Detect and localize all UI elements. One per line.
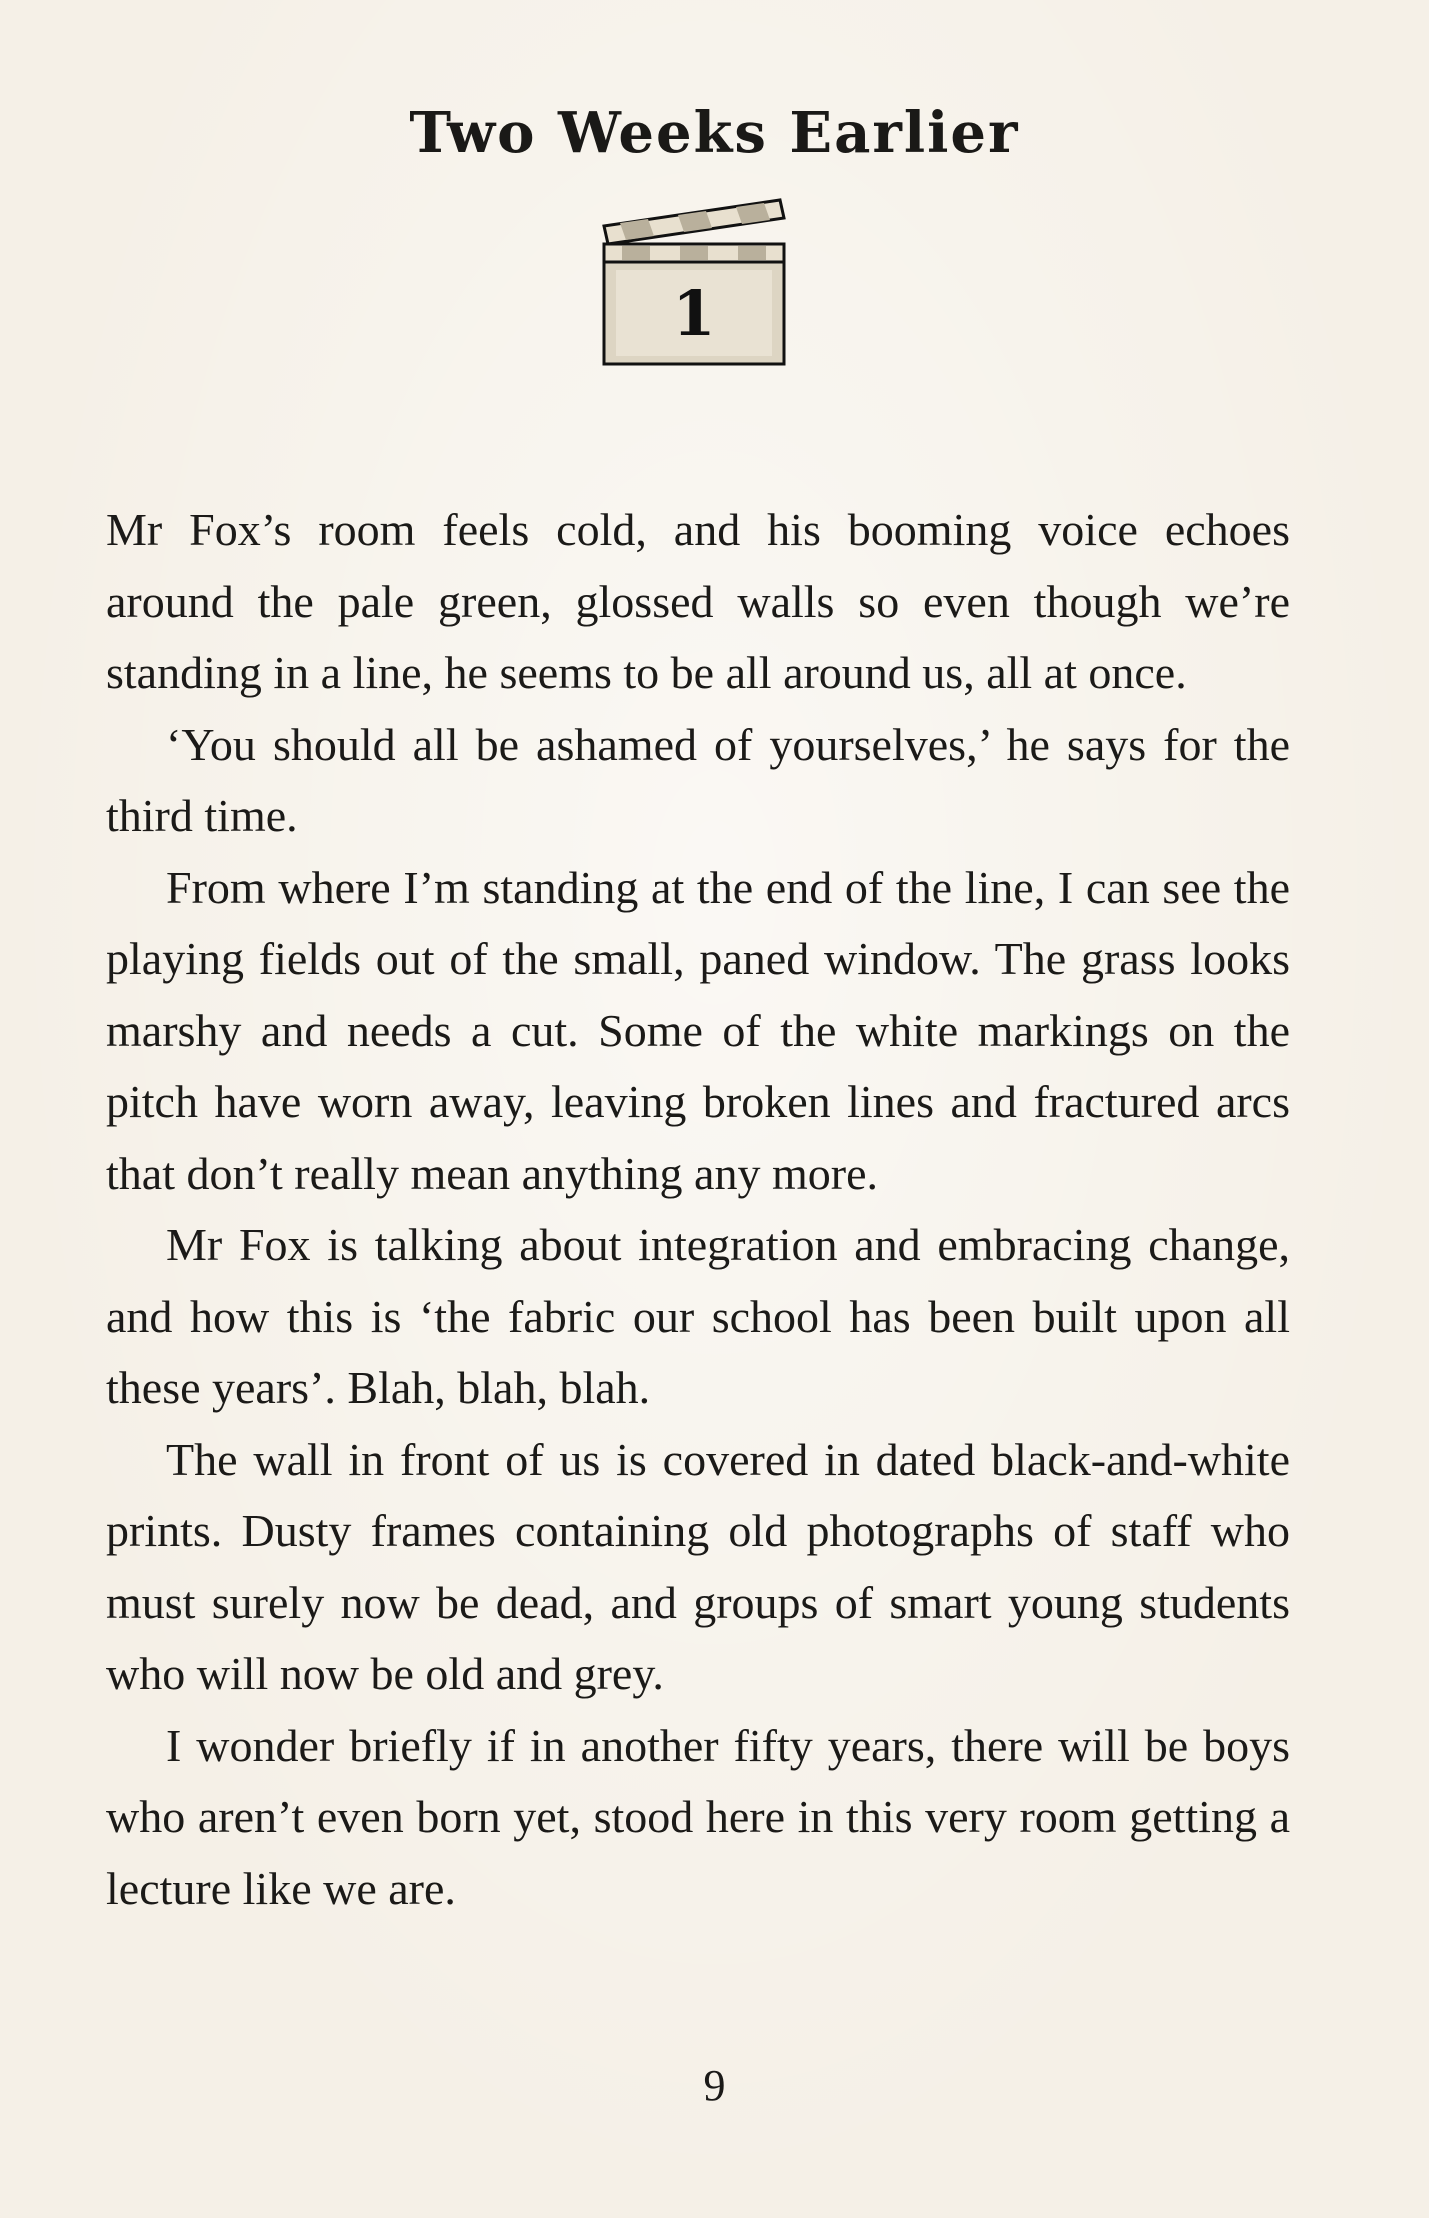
chapter-body-text xyxy=(106,494,1290,1924)
paragraph: Mr Fox is talking about integration and embracing change, and how this is ‘the fabric our school has been built upon all these years’. Blah, blah, blah. xyxy=(106,1219,1290,1413)
paragraph: Mr Fox’s room feels cold, and his booming voice echoes around the pale green, glossed walls so even though we’re standing in a line, he seems to be all around us, all at once. xyxy=(106,504,1290,698)
paragraph: The wall in front of us is covered in dated black-and-white prints. Dusty frames containing old photographs of staff who must surely now be dead, and groups of smart young students who will now be old and grey. xyxy=(106,1433,1290,1699)
clapperboard-icon xyxy=(600,196,788,368)
chapter-number: 1 xyxy=(672,277,716,350)
paragraph: I wonder briefly if in another fifty years, there will be boys who aren’t even born yet, stood here in this very room getting a lecture like we are. xyxy=(106,1719,1290,1914)
page-number: 9 xyxy=(703,2061,726,2110)
paragraph: ‘You should all be ashamed of yourselves,’ he says for the third time. xyxy=(106,718,1290,841)
paragraph: From where I’m standing at the end of the line, I can see the playing fields out of the small, paned window. The grass looks marshy and needs a cut. Some of the white markings on the pitch have worn away, leaving broken lines and fractured arcs that don’t really mean anything any more. xyxy=(106,861,1290,1199)
chapter-heading: Two Weeks Earlier xyxy=(409,100,1020,166)
